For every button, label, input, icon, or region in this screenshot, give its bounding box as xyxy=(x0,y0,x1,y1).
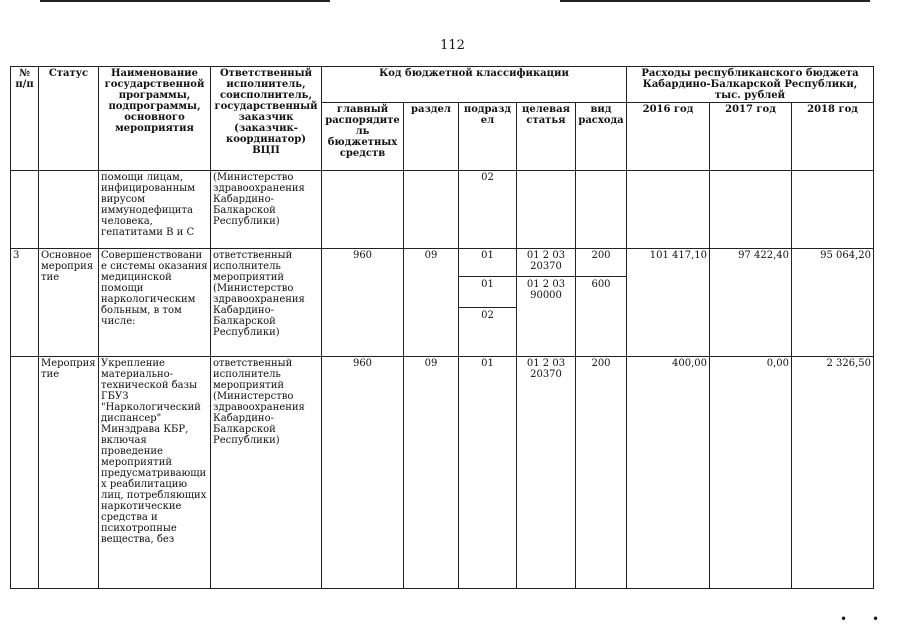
header-tsel: целевая статья xyxy=(517,103,576,171)
cell-num xyxy=(11,171,39,249)
cell-2016 xyxy=(627,171,710,249)
table-row xyxy=(11,171,874,249)
cell-executor: ответственный исполнитель мероприятий (Министерство здравоохранения Кабардино-Балкарской Республики) xyxy=(211,249,322,357)
budget-table xyxy=(10,66,874,589)
cell-tsel xyxy=(517,171,576,249)
header-executor: Ответственный исполнитель, соисполнитель, государственный заказчик (заказчик-координатор) ВЦП xyxy=(211,67,322,171)
cell-2017: 0,00 xyxy=(710,357,792,589)
cell-grbs: 960 xyxy=(322,249,404,357)
cell-2016: 400,00 xyxy=(627,357,710,589)
tsel-line-2: 01 2 03 90000 xyxy=(517,276,575,301)
cell-2017: 97 422,40 xyxy=(710,249,792,357)
cell-podrazdel xyxy=(459,249,517,357)
cell-2018: 2 326,50 xyxy=(792,357,874,589)
cell-tsel: 01 2 03 20370 xyxy=(517,357,576,589)
cell-executor: ответственный исполнитель мероприятий (Министерство здравоохранения Кабардино-Балкарской Республики) xyxy=(211,357,322,589)
podrazdel-line-2: 01 xyxy=(459,276,516,307)
top-rule-right xyxy=(560,0,870,2)
cell-2017 xyxy=(710,171,792,249)
podrazdel-line-1: 01 xyxy=(481,250,494,261)
cell-2016: 101 417,10 xyxy=(627,249,710,357)
cell-num xyxy=(11,357,39,589)
header-status: Статус xyxy=(39,67,99,171)
header-year-2018: 2018 год xyxy=(792,103,874,171)
tsel-line-1: 01 2 03 20370 xyxy=(526,250,566,272)
cell-status: Основное мероприятие xyxy=(39,249,99,357)
cell-podrazdel: 02 xyxy=(459,171,517,249)
cell-name: Совершенствование системы оказания медицинской помощи наркологическим больным, в том числе: xyxy=(99,249,211,357)
cell-executor: (Министерство здравоохранения Кабардино-Балкарской Республики) xyxy=(211,171,322,249)
cell-2018 xyxy=(792,171,874,249)
cell-status xyxy=(39,171,99,249)
header-row-1 xyxy=(11,67,874,103)
cell-name: Укрепление материально-технической базы ГБУЗ "Наркологический диспансер" Минздрава КБР, включая проведение мероприятий предусматривающих реабилитацию лиц, потребляющих наркотические средства и психотропные вещества, без xyxy=(99,357,211,589)
table-row xyxy=(11,357,874,589)
cell-tsel xyxy=(517,249,576,357)
header-name: Наименование государственной программы, подпрограммы, основного мероприятия xyxy=(99,67,211,171)
scan-mark-dot-left: • xyxy=(840,612,848,626)
header-vid: вид расхода xyxy=(576,103,627,171)
cell-vid xyxy=(576,171,627,249)
table-row xyxy=(11,249,874,357)
cell-2018: 95 064,20 xyxy=(792,249,874,357)
header-razdel: раздел xyxy=(404,103,459,171)
cell-vid: 200 xyxy=(576,357,627,589)
header-podrazdel: подраздел xyxy=(459,103,517,171)
vid-line-2: 600 xyxy=(576,276,626,290)
cell-vid xyxy=(576,249,627,357)
cell-podrazdel: 01 xyxy=(459,357,517,589)
header-year-2017: 2017 год xyxy=(710,103,792,171)
cell-grbs: 960 xyxy=(322,357,404,589)
cell-razdel: 09 xyxy=(404,249,459,357)
cell-grbs xyxy=(322,171,404,249)
cell-status: Мероприятие xyxy=(39,357,99,589)
header-grbs: главный распорядитель бюджетных средств xyxy=(322,103,404,171)
header-num: № п/п xyxy=(11,67,39,171)
cell-name: помощи лицам, инфицированным вирусом иммунодефицита человека, гепатитами В и С xyxy=(99,171,211,249)
header-code-group: Код бюджетной классификации xyxy=(322,67,627,103)
cell-num: 3 xyxy=(11,249,39,357)
cell-razdel: 09 xyxy=(404,357,459,589)
top-rule-left xyxy=(40,0,330,2)
vid-line-1: 200 xyxy=(591,250,611,261)
scan-mark-dot-right: • xyxy=(872,612,880,626)
header-expense-group: Расходы республиканского бюджета Кабардино-Балкарской Республики, тыс. рублей xyxy=(627,67,874,103)
page-number: 112 xyxy=(440,38,465,53)
cell-razdel xyxy=(404,171,459,249)
header-year-2016: 2016 год xyxy=(627,103,710,171)
podrazdel-line-3: 02 xyxy=(459,307,516,321)
